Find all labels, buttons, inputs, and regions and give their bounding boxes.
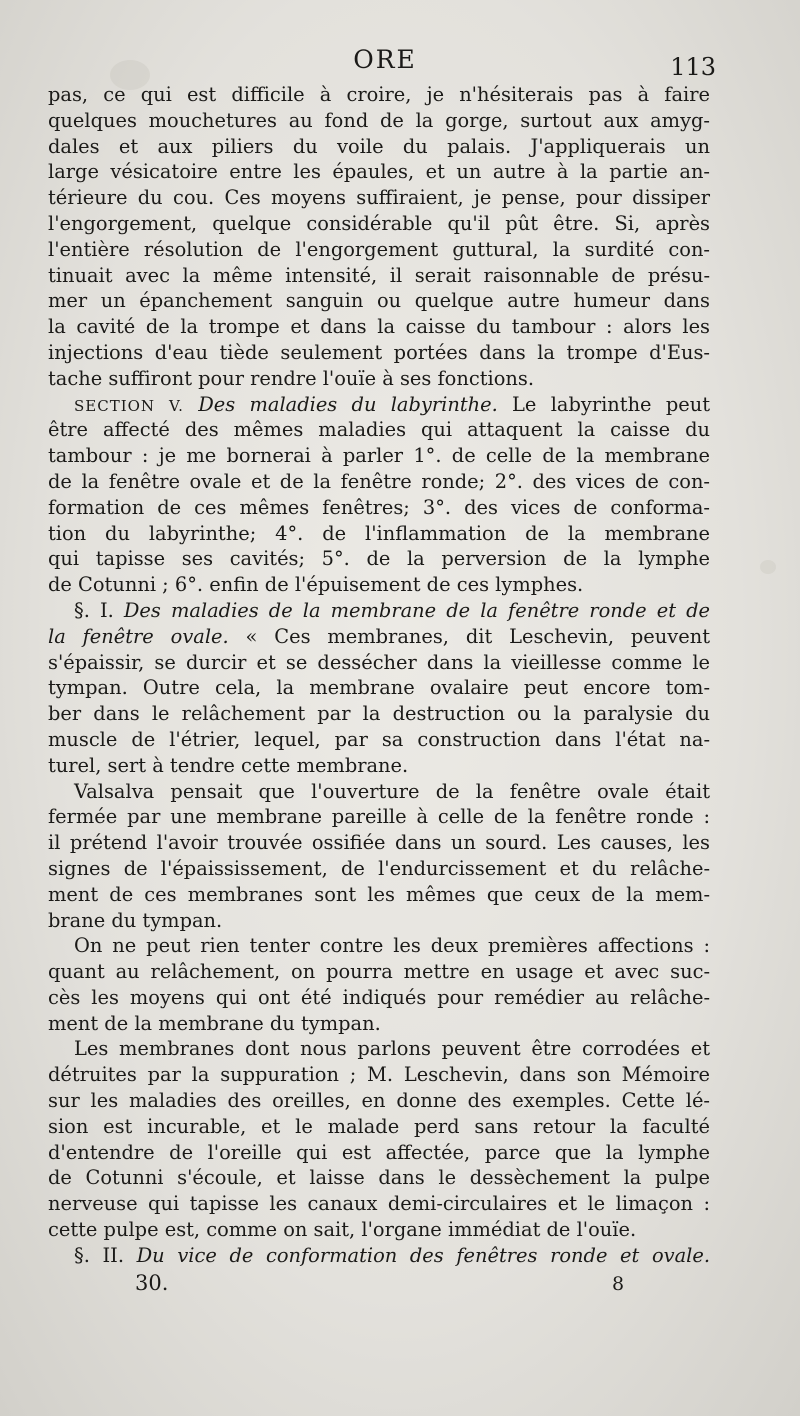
body-text [48, 82, 710, 1269]
text-line: tambour : je me bornerai à parler 1°. de celle de la membrane [48, 444, 710, 468]
text-line: muscle de l'étrier, lequel, par sa construction dans l'état na- [48, 727, 710, 751]
text-line: détruites par la suppuration ; M. Leschevin, dans son Mémoire [48, 1063, 710, 1087]
text-line: ment de la membrane du tympan. [48, 1011, 381, 1035]
paragraph-label: §. II. [74, 1243, 124, 1267]
paragraph-label: §. I. [74, 598, 114, 622]
paragraph-heading-line [48, 598, 710, 624]
text-line: Les membranes dont nous parlons peuvent être corrodées et [74, 1037, 710, 1061]
text-line: ment de ces membranes sont les mêmes que ceux de la mem- [48, 882, 710, 906]
paragraph-title: Des maladies de la membrane de la fenêtre ronde et de [123, 598, 710, 622]
text-line: signes de l'épaississement, de l'endurcissement et du relâche- [48, 856, 710, 880]
text-line: il prétend l'avoir trouvée ossifiée dans un sourd. Les causes, les [48, 831, 710, 855]
text-line: sion est incurable, et le malade perd sans retour la faculté [48, 1114, 710, 1138]
text-line: l'engorgement, quelque considérable qu'il pût être. Si, après [48, 211, 710, 235]
paragraph-title: Du vice de conformation des fenêtres ronde et ovale. [136, 1243, 710, 1267]
text-line: Valsalva pensait que l'ouverture de la fenêtre ovale était [74, 779, 710, 803]
running-title: ORE [353, 45, 417, 74]
signature-mark: 30. [135, 1271, 169, 1295]
text-line: quelques mouchetures au fond de la gorge, surtout aux amyg- [48, 108, 710, 132]
text-line: de Cotunni ; 6°. enfin de l'épuisement de ces lymphes. [48, 573, 584, 597]
text-line: fermée par une membrane pareille à celle de la fenêtre ronde : [48, 805, 710, 829]
text-line: s'épaissir, se durcir et se dessécher dans la vieillesse comme le [48, 650, 710, 674]
text-line: cette pulpe est, comme on sait, l'organe immédiat de l'ouïe. [48, 1218, 637, 1242]
text-line: d'entendre de l'oreille qui est affectée, parce que la lymphe [48, 1140, 710, 1164]
text-line: tion du labyrinthe; 4°. de l'inflammation de la membrane [48, 521, 710, 545]
text-line: brane du tympan. [48, 908, 223, 932]
text-line: pas, ce qui est difficile à croire, je n'hésiterais pas à faire [48, 83, 710, 106]
text-line: tympan. Outre cela, la membrane ovalaire peut encore tom- [48, 676, 710, 700]
text-line: l'entière résolution de l'engorgement guttural, la surdité con- [48, 237, 710, 261]
text-line: tache suffiront pour rendre l'ouïe à ses fonctions. [48, 366, 534, 390]
text-line: turel, sert à tendre cette membrane. [48, 753, 409, 777]
paragraph-heading-line [48, 624, 710, 650]
text-line: sur les maladies des oreilles, en donne des exemples. Cette lé- [48, 1089, 710, 1113]
text-line: de Cotunni s'écoule, et laisse dans le dessèchement la pulpe [48, 1166, 710, 1190]
text-line: formation de ces mêmes fenêtres; 3°. des vices de conforma- [48, 495, 710, 519]
text-line: injections d'eau tiède seulement portées dans la trompe d'Eus- [48, 340, 710, 364]
text-line: large vésicatoire entre les épaules, et un autre à la partie an- [48, 160, 710, 184]
section-label: SECTION V. [74, 396, 184, 415]
text-line: On ne peut rien tenter contre les deux premières affections : [74, 934, 710, 958]
paragraph-heading-line [48, 1243, 710, 1269]
text-line: la cavité de la trompe et dans la caisse du tambour : alors les [48, 315, 710, 339]
paragraph-title: la fenêtre ovale. [48, 624, 229, 648]
text-line: ber dans le relâchement par la destruction ou la paralysie du [48, 702, 710, 726]
text-line: cès les moyens qui ont été indiqués pour remédier au relâche- [48, 985, 710, 1009]
catchword: 8 [612, 1273, 625, 1295]
text-line: térieure du cou. Ces moyens suffiraient, je pense, pour dissiper [48, 186, 710, 210]
text-line: tinuait avec la même intensité, il serait raisonnable de présu- [48, 263, 710, 287]
text-line: nerveuse qui tapisse les canaux demi-circulaires et le limaçon : [48, 1192, 710, 1216]
text-line: être affecté des mêmes maladies qui attaquent la caisse du [48, 418, 710, 442]
text-line: quant au relâchement, on pourra mettre en usage et avec suc- [48, 960, 710, 984]
text-line: dales et aux piliers du voile du palais. J'appliquerais un [48, 134, 710, 158]
text-line: qui tapisse ses cavités; 5°. de la perversion de la lymphe [48, 547, 710, 571]
section-lead: Le labyrinthe peut [512, 392, 710, 416]
section-title: Des maladies du labyrinthe. [198, 392, 498, 416]
paragraph-lead: « Ces membranes, dit Leschevin, peuvent [245, 624, 710, 648]
text-line: mer un épanchement sanguin ou quelque autre humeur dans [48, 289, 710, 313]
paper-stain [760, 560, 776, 574]
section-heading-line [48, 392, 710, 418]
text-line: de la fenêtre ovale et de la fenêtre ronde; 2°. des vices de con- [48, 469, 710, 493]
page-number: 113 [670, 53, 716, 81]
